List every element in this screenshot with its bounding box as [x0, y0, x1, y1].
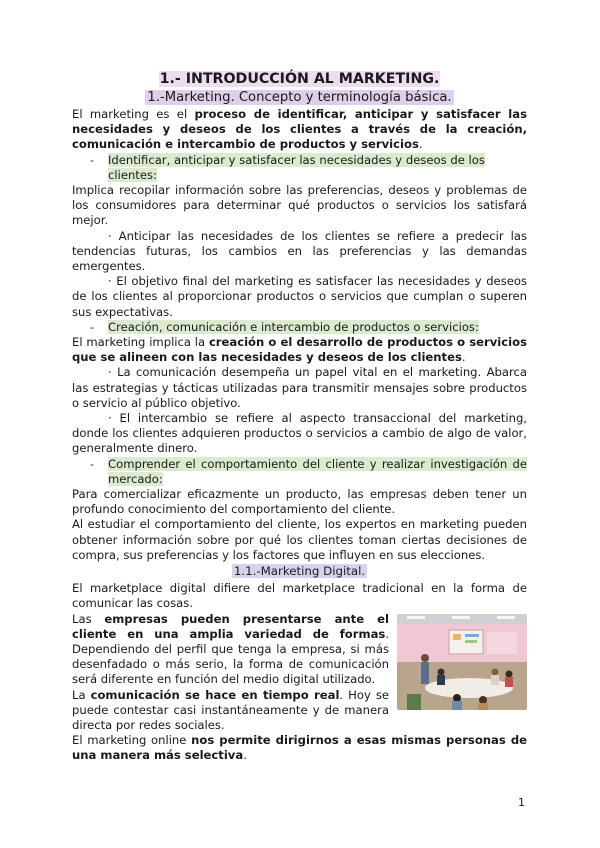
paragraph: La comunicación se hace en tiempo real. Hoy se puede contestar casi instantáneamente y de manera directa por redes sociales.	[72, 687, 389, 732]
bullet-item: - Creación, comunicación e intercambio de productos o servicios:	[90, 319, 479, 334]
paragraph: · El intercambio se refiere al aspecto transaccional del marketing, donde los clientes adquieren productos o servicios a cambio de algo de valor, generalmente dinero.	[72, 411, 527, 456]
bullet-item: - Identificar, anticipar y satisfacer las necesidades y deseos de los clientes:	[90, 152, 485, 182]
subsection-heading: 1.1.-Marketing Digital.	[233, 564, 366, 579]
paragraph: Al estudiar el comportamiento del cliente, los expertos en marketing pueden obtener información sobre por qué los clientes toman ciertas decisiones de compra, sus preferencias y los factores que influyen en sus elecciones.	[72, 517, 527, 562]
bullet-item: - Comprender el comportamiento del cliente y realizar investigación de mercado:	[90, 456, 527, 486]
bullet-dash: -	[90, 319, 95, 334]
office-meeting-photo	[397, 614, 527, 710]
bullet-dash: -	[90, 152, 95, 167]
document-page	[72, 70, 527, 764]
section-heading: 1.-Marketing. Concepto y terminología básica.	[147, 90, 452, 105]
paragraph: Para comercializar eficazmente un producto, las empresas deben tener un profundo conocimiento del comportamiento del cliente.	[72, 487, 527, 517]
intro-paragraph: El marketing es el proceso de identificar, anticipar y satisfacer las necesidades y deseos de los clientes a través de la creación, comunicación e intercambio de productos y servicios.	[72, 107, 527, 152]
paragraph: Implica recopilar información sobre las preferencias, deseos y problemas de los consumidores para determinar qué productos o servicios los satisfará mejor.	[72, 183, 527, 228]
document-title: 1.- INTRODUCCIÓN AL MARKETING.	[159, 71, 440, 87]
paragraph: · Anticipar las necesidades de los clientes se refiere a predecir las tendencias futuras, los cambios en las preferencias y las demandas emergentes.	[72, 228, 527, 274]
paragraph: Las empresas pueden presentarse ante el cliente en una amplia variedad de formas. Dependiendo del perfil que tenga la empresa, si más desenfadado o más serio, la forma de comunicación será diferente en función del medio digital utilizado.	[72, 611, 389, 687]
paragraph: · La comunicación desempeña un papel vital en el marketing. Abarca las estrategias y tácticas utilizadas para transmitir mensajes sobre productos o servicio al público objetivo.	[72, 365, 527, 410]
paragraph: El marketing online nos permite dirigirnos a esas mismas personas de una manera más selectiva.	[72, 733, 527, 763]
paragraph: El marketplace digital difiere del marketplace tradicional en la forma de comunicar las cosas.	[72, 581, 527, 611]
page-number: 1	[518, 796, 525, 809]
bullet-dash: -	[90, 456, 95, 471]
paragraph: · El objetivo final del marketing es satisfacer las necesidades y deseos de los clientes al proporcionar productos o servicios que cumplan o superen sus expectativas.	[72, 274, 527, 319]
paragraph: El marketing implica la creación o el desarrollo de productos o servicios que se alineen con las necesidades y deseos de los clientes.	[72, 335, 527, 365]
